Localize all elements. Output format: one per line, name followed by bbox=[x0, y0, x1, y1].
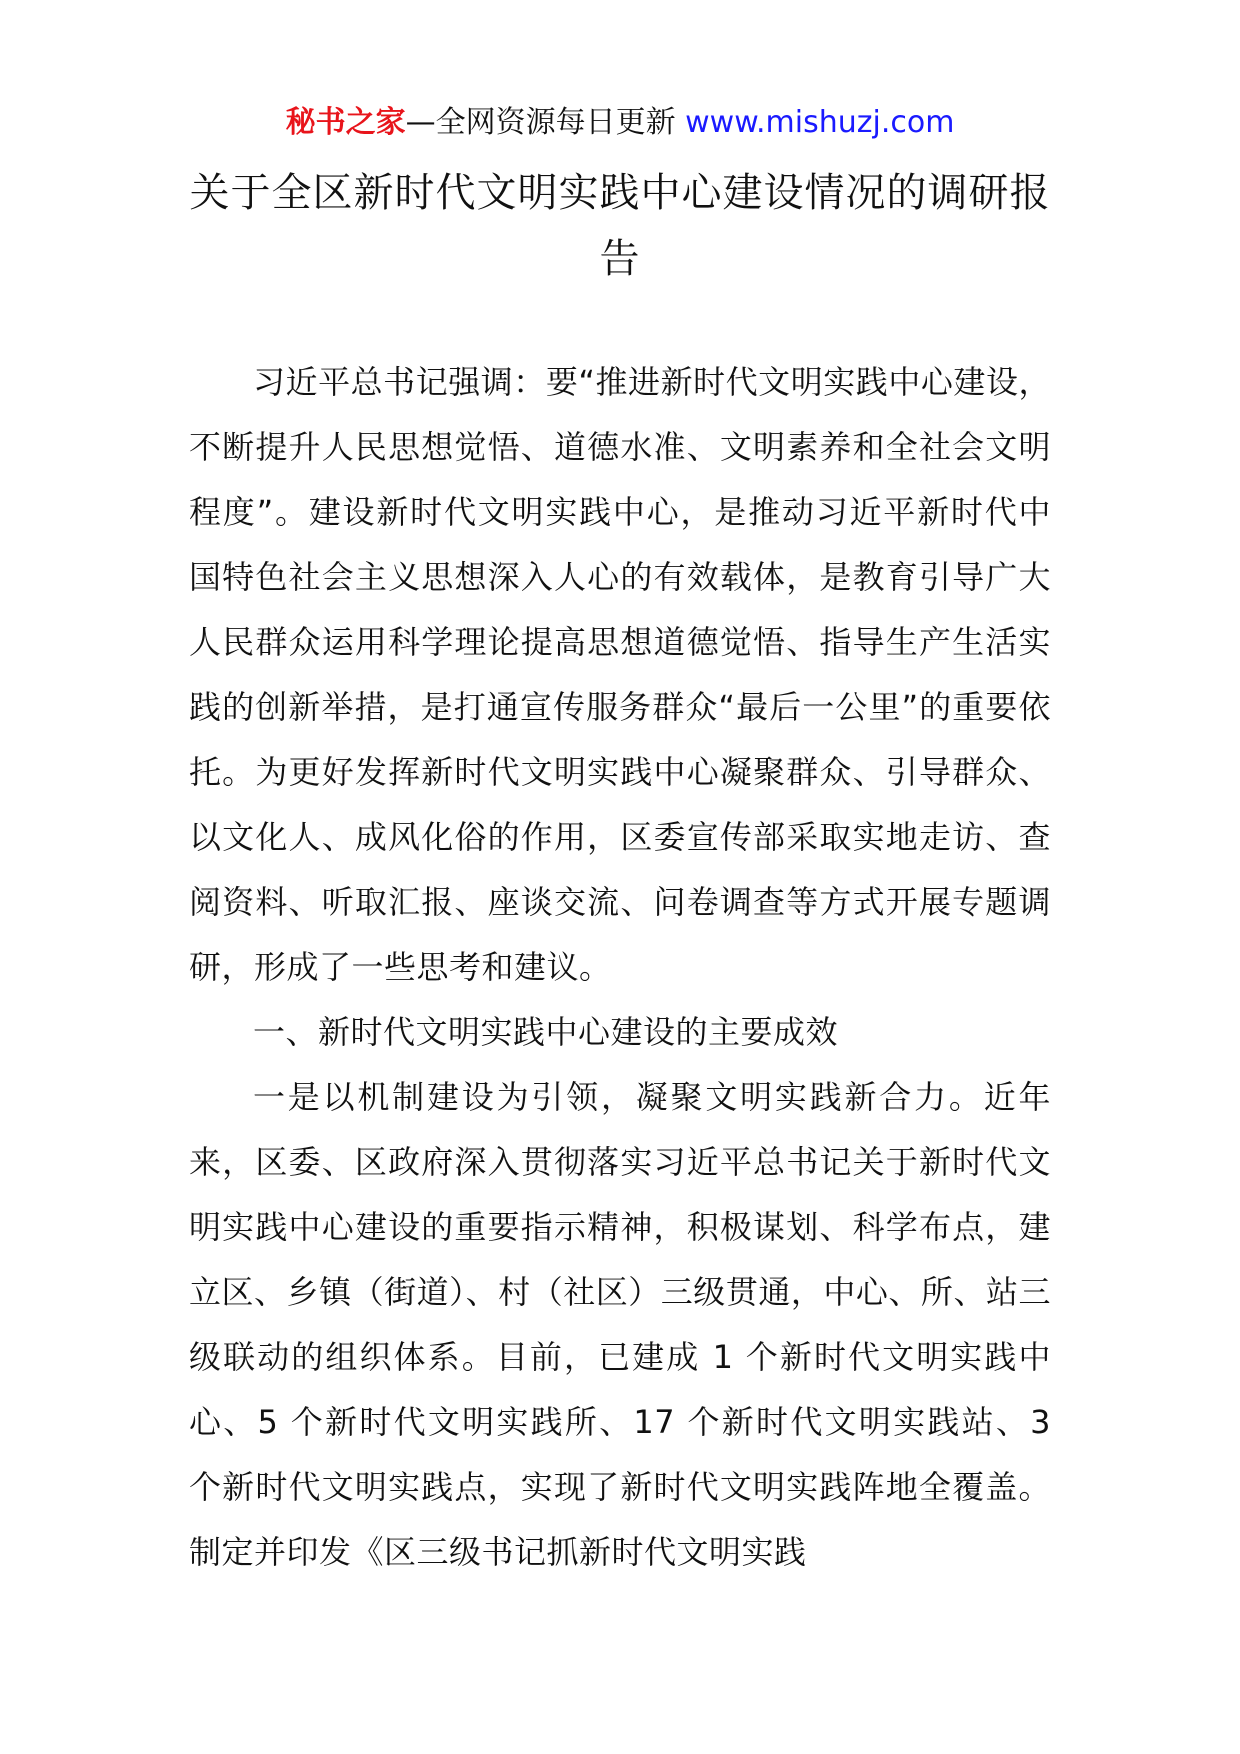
brand-name: 秘书之家 bbox=[285, 105, 406, 140]
document-title: 关于全区新时代文明实践中心建设情况的调研报告 bbox=[189, 170, 1051, 282]
document-body bbox=[189, 350, 1051, 1585]
section-heading: 一、新时代文明实践中心建设的主要成效 bbox=[253, 1013, 839, 1051]
site-banner bbox=[0, 100, 1240, 146]
body-paragraph: 一是以机制建设为引领，凝聚文明实践新合力。近年来，区委、区政府深入贯彻落实习近平总书记关于新时代文明实践中心建设的重要指示精神，积极谋划、科学布点，建立区、乡镇（街道）、村（社区）三级贯通，中心、所、站三级联动的组织体系。目前，已建成 1 个新时代文明实践中心、5 个新时代文明实践所、17 个新时代文明实践站、3 个新时代文明实践点，实现了新时代文明实践阵地全覆盖。制定并印发《区三级书记抓新时代文明实践 bbox=[189, 1078, 1051, 1571]
intro-paragraph: 习近平总书记强调：要“推进新时代文明实践中心建设，不断提升人民思想觉悟、道德水准、文明素养和全社会文明程度”。建设新时代文明实践中心，是推动习近平新时代中国特色社会主义思想深入人心的有效载体，是教育引导广大人民群众运用科学理论提高思想道德觉悟、指导生产生活实践的创新举措，是打通宣传服务群众“最后一公里”的重要依托。为更好发挥新时代文明实践中心凝聚群众、引导群众、以文化人、成风化俗的作用，区委宣传部采取实地走访、查阅资料、听取汇报、座谈交流、问卷调查等方式开展专题调研，形成了一些思考和建议。 bbox=[189, 363, 1051, 986]
banner-slogan: —全网资源每日更新 bbox=[405, 105, 676, 140]
website-link[interactable]: www.mishuzj.com bbox=[685, 105, 955, 140]
